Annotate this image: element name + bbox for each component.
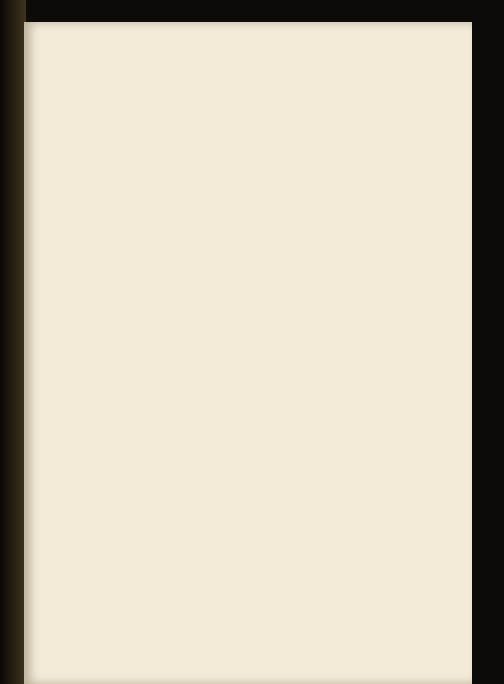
book-spine — [0, 0, 26, 684]
page — [24, 22, 472, 684]
page-edge-shadow — [472, 22, 504, 684]
